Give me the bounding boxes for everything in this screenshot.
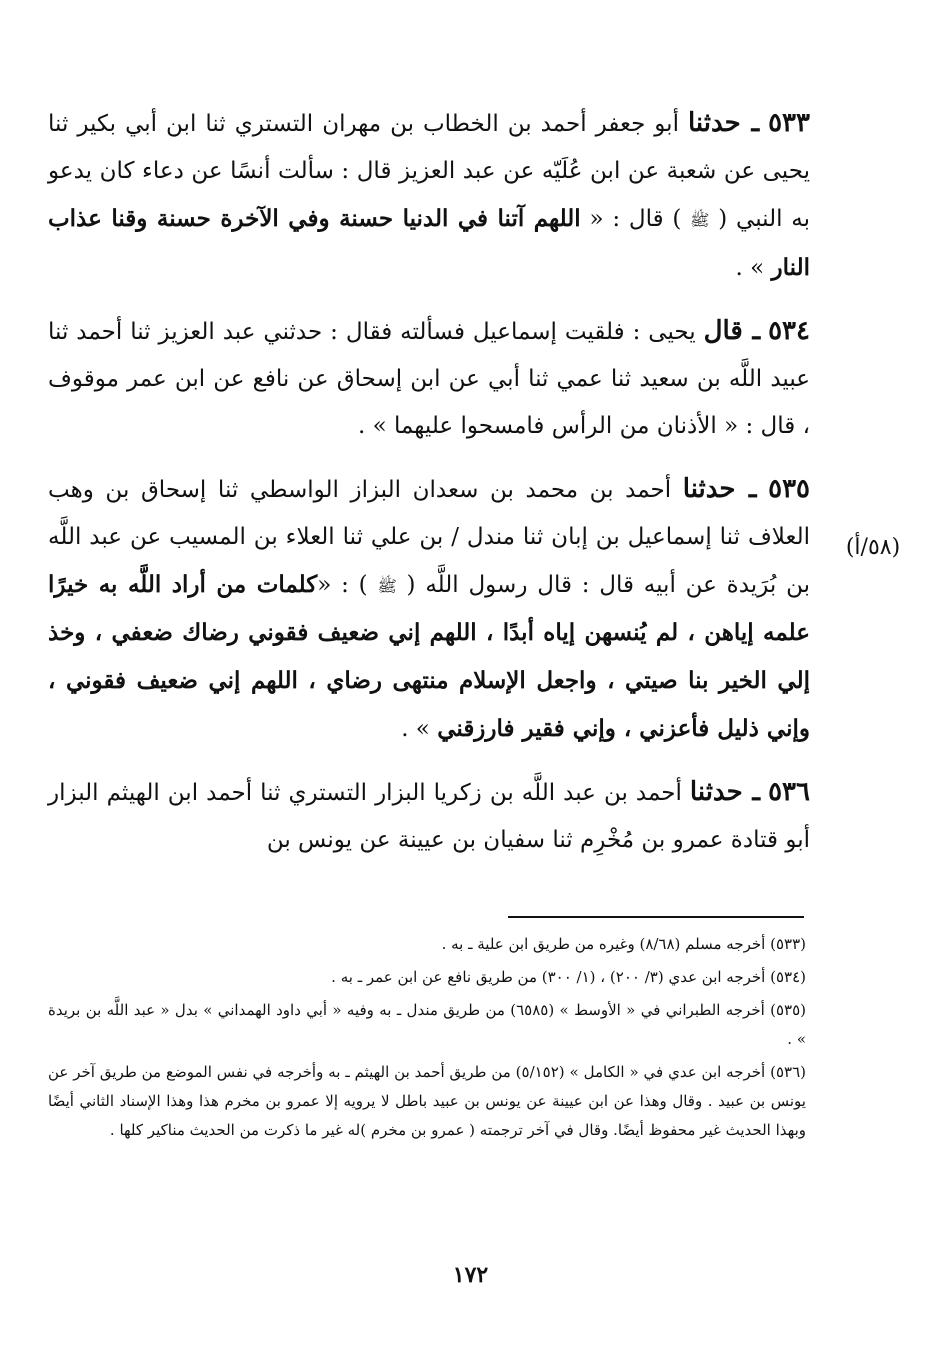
hadith-number: ٥٣٥ bbox=[768, 473, 811, 504]
footnote-534 bbox=[48, 963, 806, 992]
footnote-number: (٥٣٥) bbox=[770, 1001, 807, 1019]
footnote-number: (٥٣٤) bbox=[770, 968, 806, 986]
main-text bbox=[48, 100, 810, 880]
hadith-number: ٥٣٣ bbox=[768, 108, 810, 138]
text-run: ) : « bbox=[317, 571, 378, 598]
text-run: » . bbox=[735, 254, 772, 281]
hadith-number: ٥٣٤ bbox=[768, 315, 810, 346]
footnote-533 bbox=[48, 930, 806, 959]
footnote-number: (٥٣٦) bbox=[770, 1063, 806, 1081]
hadith-lead: ـ حدثنا bbox=[689, 777, 761, 807]
footnotes bbox=[48, 930, 806, 1149]
hadith-quote: كلمات من أراد اللَّه به خيرًا علمه إياهن ، لم يُنسهن إياه أبدًا ، اللهم إني ضعيف فقوني رضاك ضعفي ، وخذ إلي الخير بنا صيتي ، واجعل الإسلام منتهى رضاي ، اللهم إني ضعيف فقوني ، وإني ذليل فأعزني ، وإني فقير فارزقني bbox=[48, 570, 810, 742]
hadith-number: ٥٣٦ bbox=[768, 777, 810, 807]
footnote-text: أخرجه الطبراني في « الأوسط » (٦٥٨٥) من طريق مندل ـ به وفيه « أبي داود الهمداني » بدل « عبد اللَّه بن بريدة » . bbox=[48, 1001, 806, 1048]
hadith-lead: ـ قال bbox=[703, 315, 761, 346]
text-run: » . bbox=[401, 716, 438, 742]
footnote-536 bbox=[48, 1058, 806, 1145]
footnote-text: أخرجه ابن عدي (٣/ ٢٠٠) ، (١/ ٣٠٠) من طريق نافع عن ابن عمر ـ به . bbox=[331, 968, 771, 986]
hadith-lead: ـ حدثنا bbox=[687, 108, 760, 138]
text-run: ) قال : « bbox=[580, 206, 691, 232]
footnote-divider bbox=[508, 916, 804, 918]
text-run: أحمد بن محمد بن سعدان البزاز الواسطي ثنا إسحاق بن وهب العلاف ثنا إسماعيل بن إبان ثنا مندل / بن علي ثنا العلاء بن المسيب عن عبد اللَّه بن بُرَيدة عن أبيه قال : قال رسول اللَّه ( bbox=[48, 476, 810, 598]
salawat-glyph: ﷺ bbox=[377, 576, 397, 595]
hadith-quote: اللهم آتنا في الدنيا حسنة وفي الآخرة حسنة وقنا عذاب النار bbox=[48, 205, 810, 281]
footnote-number: (٥٣٣) bbox=[770, 935, 806, 953]
text-run: يحيى : فلقيت إسماعيل فسألته فقال : حدثني عبد العزيز ثنا أحمد ثنا عبيد اللَّه بن سعيد ثنا عمي ثنا أبي عن ابن إسحاق عن نافع عن ابن عمر موقوف ، قال : « الأذنان من الرأس فامسحوا عليهما » . bbox=[48, 318, 810, 439]
footnote-text: أخرجه ابن عدي في « الكامل » (٥/١٥٢) من طريق أحمد بن الهيثم ـ به وأخرجه في نفس الموضع من طريق آخر عن يونس بن عبيد . وقال وهذا عن ابن عيينة عن يونس بن عبيد باطل لا يرويه إلا عمرو بن مخرم هذا وهذا الإسناد الثاني أيضًا وبهذا الحديث غير محفوظ أيضًا. وقال في آخر ترجمته ( عمرو بن مخرم )له غير ما ذكرت من الحديث مناكير كلها . bbox=[48, 1063, 806, 1139]
hadith-534 bbox=[48, 308, 810, 450]
folio-margin-reference: (٥٨/أ) bbox=[845, 535, 901, 560]
text-run: أبو جعفر أحمد بن الخطاب بن مهران التستري ثنا ابن أبي بكير ثنا يحيى عن شعبة عن ابن عُلَيّه عن عبد العزيز قال : سألت أنسًا عن دعاء كان يدعو به النبي ( bbox=[48, 111, 810, 232]
footnote-text: أخرجه مسلم (٨/٦٨) وغيره من طريق ابن علية ـ به . bbox=[441, 935, 771, 953]
hadith-lead: ـ حدثنا bbox=[682, 473, 757, 504]
page-number: ١٧٢ bbox=[452, 1262, 489, 1288]
hadith-536 bbox=[48, 769, 810, 864]
footnote-535 bbox=[48, 996, 806, 1054]
hadith-533 bbox=[48, 100, 810, 292]
text-run: أحمد بن عبد اللَّه بن زكريا البزار التستري ثنا أحمد ابن الهيثم البزار أبو قتادة عمرو بن مُخْرِم ثنا سفيان بن عيينة عن يونس بن bbox=[48, 780, 810, 853]
hadith-535 bbox=[48, 466, 810, 754]
salawat-glyph: ﷺ bbox=[690, 210, 710, 230]
